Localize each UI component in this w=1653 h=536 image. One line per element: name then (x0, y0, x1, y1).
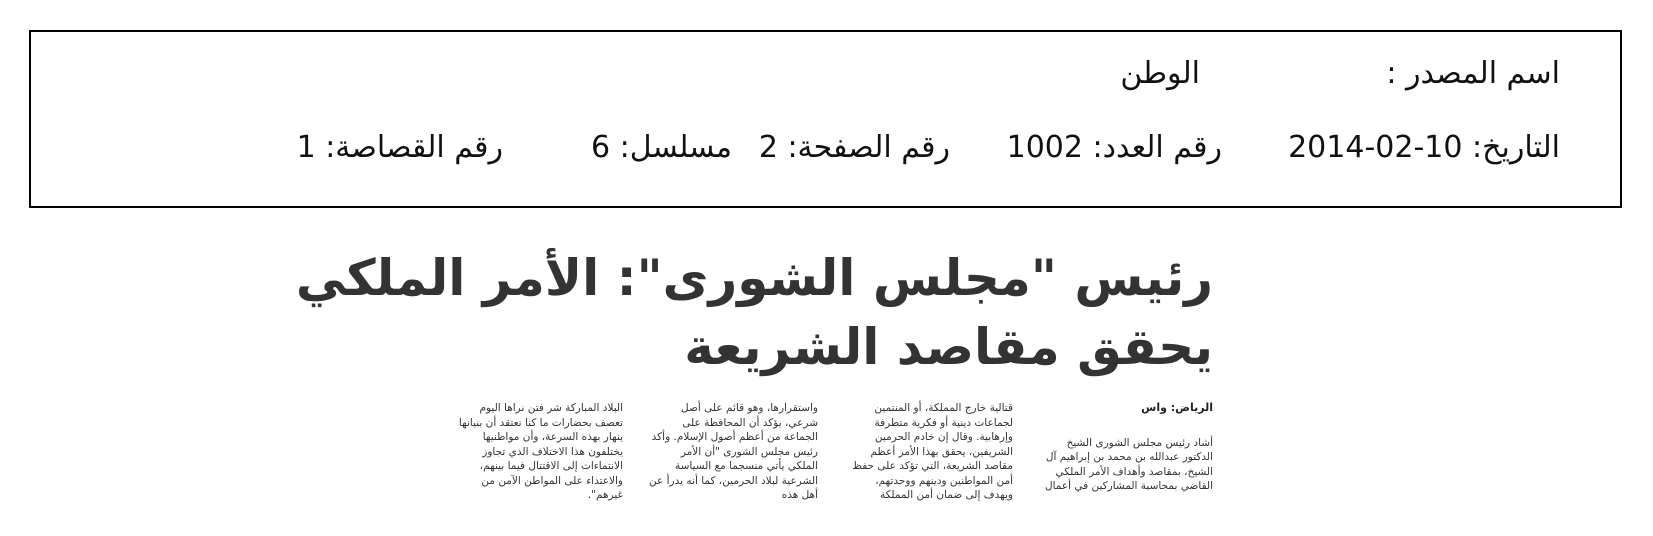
article-dateline: الرياض: واس (1141, 401, 1213, 414)
serial-field: مسلسل: 6 (591, 130, 732, 165)
clipping-info-box (29, 30, 1622, 208)
issue-number-field: رقم العدد: 1002 (1006, 130, 1222, 165)
article-column-text: أشاد رئيس مجلس الشورى الشيخ الدكتور عبدالله بن محمد بن إبراهيم آل الشيخ، بمقاصد وأهداف الأمر الملكي القاضي بمحاسبة المشاركين في أعمال (1044, 436, 1213, 492)
article-column-4 (453, 401, 623, 503)
source-label: اسم المصدر : (1386, 56, 1560, 91)
page-number-field: رقم الصفحة: 2 (758, 130, 950, 165)
clip-number-field: رقم القصاصة: 1 (296, 130, 503, 165)
date-field: التاريخ: 10-02-2014 (1288, 130, 1560, 165)
article-column-2 (843, 401, 1013, 503)
article-column-text: قتالية خارج المملكة، أو المنتمين لجماعات دينية أو فكرية متطرفة وإرهابية. وقال إن خادم الحرمين الشريفين، يحقق بهذا الأمر أعظم مقاصد الشريعة، التي تؤكد على حفظ أمن المواطنين ودينهم ووحدتهم، ويهدف إلى ضمان أمن المملكة (852, 402, 1013, 501)
source-value: الوطن (1120, 56, 1200, 91)
article-column-3 (648, 401, 818, 503)
article-headline-line1: رئيس "مجلس الشورى": الأمر الملكي (295, 249, 1213, 307)
article-column-1 (1043, 401, 1213, 494)
article-column-text: البلاد المباركة شر فتن نراها اليوم تعصف بحضارات ما كنا نعتقد أن بنيانها ينهار بهذه السرعة، وأن مواطنيها يختلفون هذا الاختلاف الذي تجاوز الانتماءات إلى الاقتتال فيما بينهم، والاعتداء على المواطن الآمن من غيرهم". (458, 402, 623, 501)
article-headline-line2: يحقق مقاصد الشريعة (684, 318, 1213, 376)
article-column-text: واستقرارها، وهو قائم على أصل شرعي، يؤكد أن المحافظة على الجماعة من أعظم أصول الإسلام. وأكد رئيس مجلس الشورى "أن الأمر الملكي يأتي منسجما مع السياسة الشرعية لبلاد الحرمين، كما أنه يدرأ عن أهل هذه (649, 402, 818, 501)
